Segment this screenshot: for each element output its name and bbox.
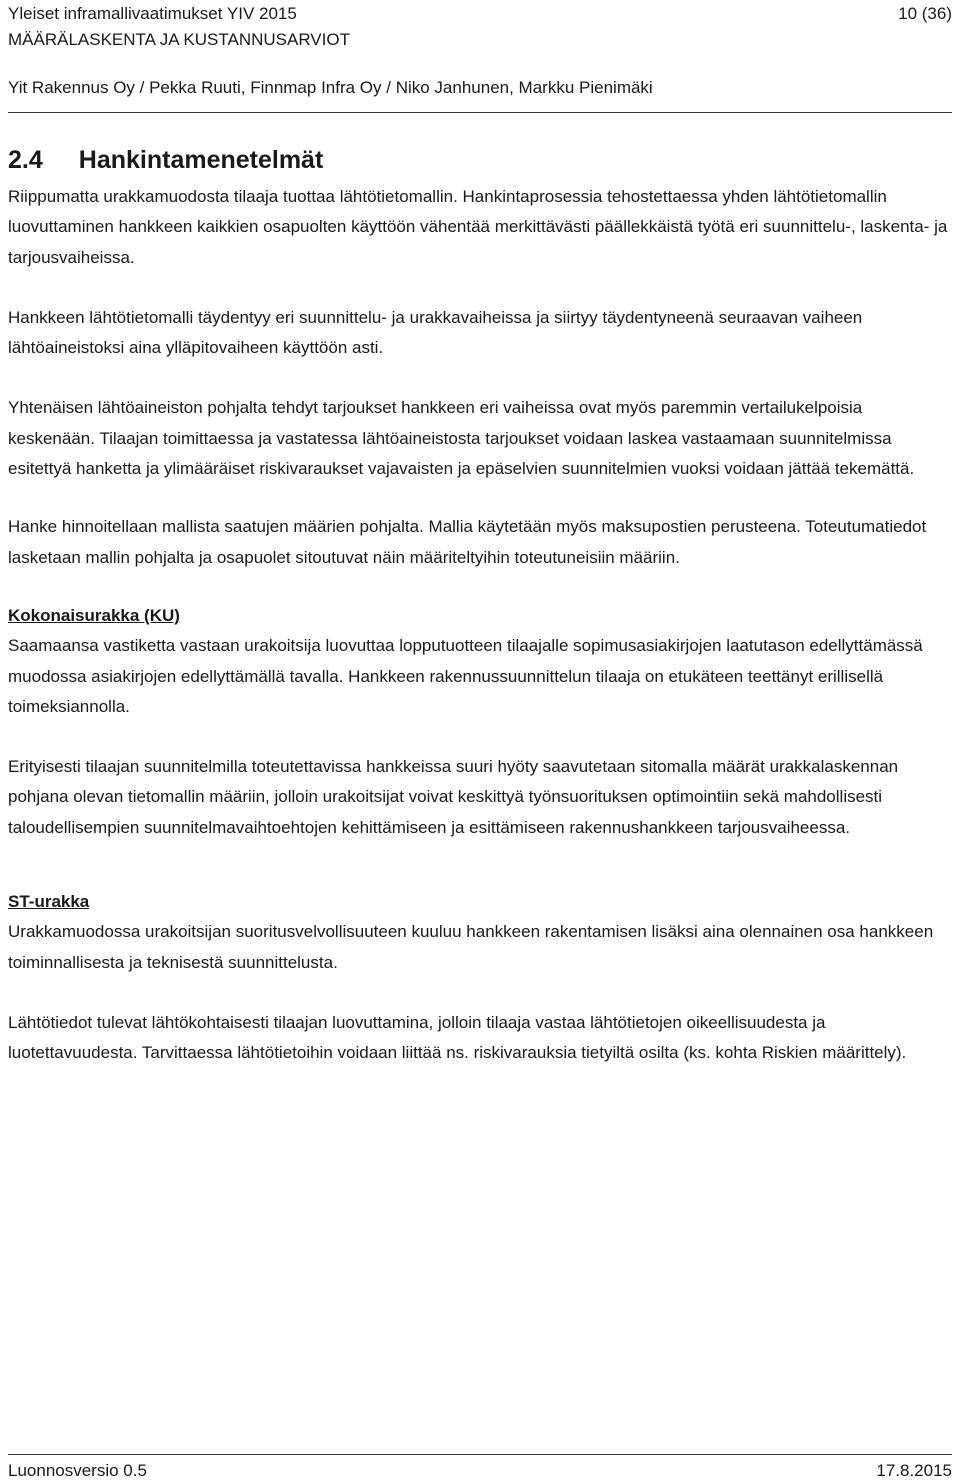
paragraph: Lähtötiedot tulevat lähtökohtaisesti tilaajan luovuttamina, jolloin tilaaja vastaa lähtötietojen oikeellisuudesta ja luotettavuudesta. Tarvittaessa lähtötietoihin voidaan liittää ns. riskivarauksia tietyiltä osilta (ks. kohta Riskien määrittely).	[8, 1012, 907, 1063]
paragraph: Hanke hinnoitellaan mallista saatujen määrien pohjalta. Mallia käytetään myös maksupostien perusteena. Toteutumatiedot lasketaan mallin pohjalta ja osapuolet sitoutuvat näin määriteltyihin toteutuneisiin määriin.	[8, 517, 927, 567]
paragraph: Saamaansa vastiketta vastaan urakoitsija luovuttaa lopputuotteen tilaajalle sopimusasiakirjojen laatutason edellyttämässä muodossa asiakirjojen edellyttämällä tavalla. Hankkeen rakennussuunnittelun tilaaja on etukäteen teettänyt erillisellä toimeksiannolla.	[8, 636, 923, 716]
paragraph: Yhtenäisen lähtöaineiston pohjalta tehdyt tarjoukset hankkeen eri vaiheissa ovat myös paremmin vertailukelpoisia keskenään. Tilaajan toimittaessa ja vastatessa lähtöaineistosta tarjoukset voidaan laskea vastaamaan suunnitelmissa esitettyä hanketta ja ylimääräiset riskivaraukset vajavaisten ja epäselvien suunnitelmien vuoksi voidaan jättää tekemättä.	[8, 398, 915, 479]
section-title: Hankintamenetelmät	[78, 146, 324, 174]
page-number: 10 (36)	[898, 4, 952, 23]
section-number: 2.4	[8, 146, 43, 174]
page-footer	[8, 1460, 952, 1482]
header-divider	[8, 112, 952, 113]
document-subtitle: MÄÄRÄLASKENTA JA KUSTANNUSARVIOT	[8, 30, 350, 49]
document-authors: Yit Rakennus Oy / Pekka Ruuti, Finnmap Infra Oy / Niko Janhunen, Markku Pienimäki	[8, 78, 653, 97]
subheading-st-urakka: ST-urakka	[8, 892, 90, 912]
footer-date: 17.8.2015	[876, 1461, 952, 1480]
page-content	[8, 140, 952, 1069]
section-heading	[8, 140, 952, 180]
subheading-kokonaisurakka: Kokonaisurakka (KU)	[8, 605, 180, 625]
document-title: Yleiset inframallivaatimukset YIV 2015	[8, 4, 297, 23]
page-header	[8, 0, 952, 101]
footer-divider	[8, 1454, 952, 1455]
paragraph: Hankkeen lähtötietomalli täydentyy eri suunnittelu- ja urakkavaiheissa ja siirtyy täydentyneenä seuraavan vaiheen lähtöaineistoksi aina ylläpitovaiheen käyttöön asti.	[8, 307, 863, 358]
paragraph: Erityisesti tilaajan suunnitelmilla toteutettavissa hankkeissa suuri hyöty saavutetaan sitomalla määrät urakkalaskennan pohjana olevan tietomallin määriin, jolloin urakoitsijat voivat keskittyä työnsuorituksen optimointiin sekä mahdollisesti taloudellisempien suunnitelmavaihtoehtojen kehittämiseen ja esittämiseen rakennushankkeen tarjousvaiheessa.	[8, 757, 899, 837]
paragraph: Riippumatta urakkamuodosta tilaaja tuottaa lähtötietomallin. Hankintaprosessia tehostettaessa yhden lähtötietomallin luovuttaminen hankkeen kaikkien osapuolten käyttöön vähentää merkittävästi päällekkäistä työtä eri suunnittelu-, laskenta- ja tarjousvaiheissa.	[8, 187, 948, 267]
footer-version: Luonnosversio 0.5	[8, 1461, 147, 1480]
header-top-row	[8, 1, 952, 27]
paragraph: Urakkamuodossa urakoitsijan suoritusvelvollisuuteen kuuluu hankkeen rakentamisen lisäksi aina olennainen osa hankkeen toiminnallisesta ja teknisestä suunnittelusta.	[8, 922, 934, 972]
